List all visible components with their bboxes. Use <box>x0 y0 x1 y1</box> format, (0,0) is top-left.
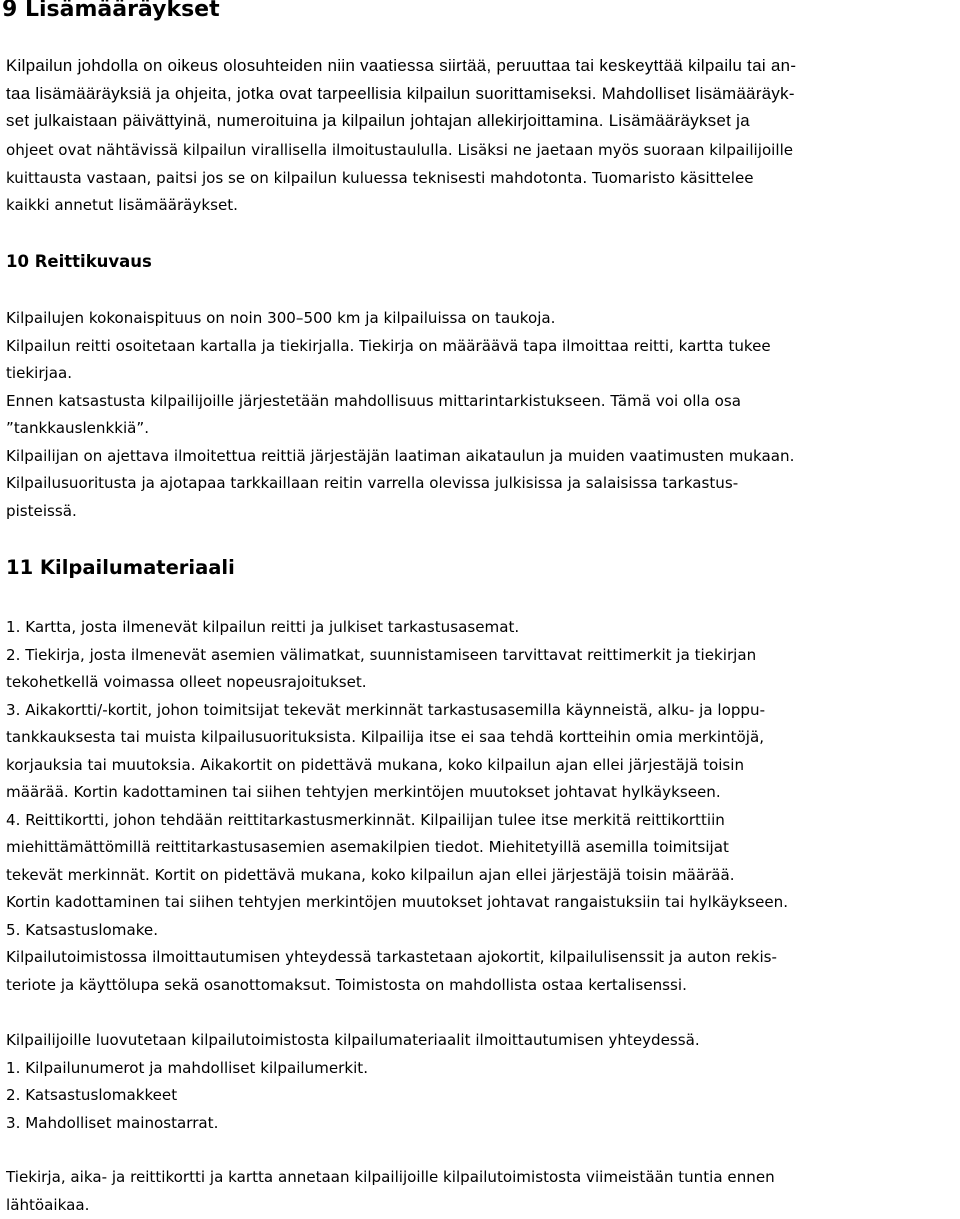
text-line: Kilpailun johdolla on oikeus olosuhteiden niin vaatiessa siirtää, peruuttaa tai keskeyttää kilpailu tai an- <box>6 56 797 75</box>
text-line: Kilpailijoille luovutetaan kilpailutoimistosta kilpailumateriaalit ilmoittautumisen yhteydessä. <box>6 1031 700 1049</box>
text-line: 1. Kartta, josta ilmenevät kilpailun reitti ja julkiset tarkastusasemat. <box>6 618 520 636</box>
text-line: tankkauksesta tai muista kilpailusuorituksista. Kilpailija itse ei saa tehdä kortteihin omia merkintöjä, <box>6 728 765 746</box>
text-line: Kilpailujen kokonaispituus on noin 300–500 km ja kilpailuissa on taukoja. <box>6 309 556 327</box>
section-10-paragraph <box>6 305 946 525</box>
text-line: Tiekirja, aika- ja reittikortti ja kartta annetaan kilpailijoille kilpailutoimistosta viimeistään tuntia ennen <box>6 1168 775 1186</box>
section-10-title: 10 Reittikuvaus <box>6 252 152 271</box>
text-line: ”tankkauslenkkiä”. <box>6 419 150 437</box>
text-line: 1. Kilpailunumerot ja mahdolliset kilpailumerkit. <box>6 1058 368 1077</box>
text-line: Ennen katsastusta kilpailijoille järjestetään mahdollisuus mittarintarkistukseen. Tämä voi olla osa <box>6 391 742 410</box>
text-line: määrää. Kortin kadottaminen tai siihen tehtyjen merkintöjen muutokset johtavat hylkäykseen. <box>6 783 721 801</box>
section-11-handout-list <box>6 1027 946 1137</box>
text-line: lähtöaikaa. <box>6 1195 90 1214</box>
text-line: 2. Tiekirja, josta ilmenevät asemien välimatkat, suunnistamiseen tarvittavat reittimerkit ja tiekirjan <box>6 645 757 664</box>
text-line: 3. Mahdolliset mainostarrat. <box>6 1113 219 1132</box>
text-line: miehittämättömillä reittitarkastusasemien asemakilpien tiedot. Miehitetyillä asemilla toimitsijat <box>6 838 729 856</box>
text-line: Kilpailijan on ajettava ilmoitettua reittiä järjestäjän laatiman aikataulun ja muiden vaatimusten mukaan. <box>6 446 795 465</box>
text-line: 3. Aikakortti/-kortit, johon toimitsijat tekevät merkinnät tarkastusasemilla käynneistä, alku- ja loppu- <box>6 700 766 719</box>
text-line: Kilpailutoimistossa ilmoittautumisen yhteydessä tarkastetaan ajokortit, kilpailulisenssit ja auton rekis- <box>6 948 777 966</box>
text-line: tekevät merkinnät. Kortit on pidettävä mukana, koko kilpailun ajan ellei järjestäjä toisin määrää. <box>6 865 735 884</box>
text-line: kaikki annetut lisämääräykset. <box>6 196 238 214</box>
section-9-title: 9 Lisämääräykset <box>2 0 220 22</box>
section-11-title: 11 Kilpailumateriaali <box>6 556 235 579</box>
section-9-paragraph-b <box>6 137 946 220</box>
text-line: 4. Reittikortti, johon tehdään reittitarkastusmerkinnät. Kilpailijan tulee itse merkitä reittikorttiin <box>6 810 725 829</box>
section-9-paragraph-a <box>6 52 946 135</box>
text-line: taa lisämääräyksiä ja ohjeita, jotka ovat tarpeellisia kilpailun suorittamiseksi. Mahdolliset lisämääräyk- <box>6 83 795 103</box>
text-line: Kilpailun reitti osoitetaan kartalla ja tiekirjalla. Tiekirja on määräävä tapa ilmoittaa reitti, kartta tukee <box>6 336 771 355</box>
section-11-material-list <box>6 614 946 999</box>
text-line: 5. Katsastuslomake. <box>6 920 158 939</box>
text-line: Kortin kadottaminen tai siihen tehtyjen merkintöjen muutokset johtavat rangaistuksiin tai hylkäykseen. <box>6 893 789 911</box>
section-11-final-note <box>6 1164 946 1219</box>
text-line: korjauksia tai muutoksia. Aikakortit on pidettävä mukana, koko kilpailun ajan ellei järjestäjä toisin <box>6 755 745 774</box>
text-line: ohjeet ovat nähtävissä kilpailun virallisella ilmoitustaululla. Lisäksi ne jaetaan myös suoraan kilpailijoille <box>6 141 794 159</box>
text-line: tekohetkellä voimassa olleet nopeusrajoitukset. <box>6 673 367 691</box>
text-line: teriote ja käyttölupa sekä osanottomaksut. Toimistosta on mahdollista ostaa kertalisenssi. <box>6 975 687 994</box>
text-line: Kilpailusuoritusta ja ajotapaa tarkkaillaan reitin varrella olevissa julkisissa ja salaisissa tarkastus- <box>6 474 739 492</box>
text-line: tiekirjaa. <box>6 364 73 382</box>
text-line: pisteissä. <box>6 501 77 520</box>
text-line: set julkaistaan päivättyinä, numeroituina ja kilpailun johtajan allekirjoittamina. Lisämääräykset ja <box>6 111 750 130</box>
text-line: kuittausta vastaan, paitsi jos se on kilpailun kuluessa teknisesti mahdotonta. Tuomaristo käsittelee <box>6 168 754 187</box>
text-line: 2. Katsastuslomakkeet <box>6 1086 178 1104</box>
